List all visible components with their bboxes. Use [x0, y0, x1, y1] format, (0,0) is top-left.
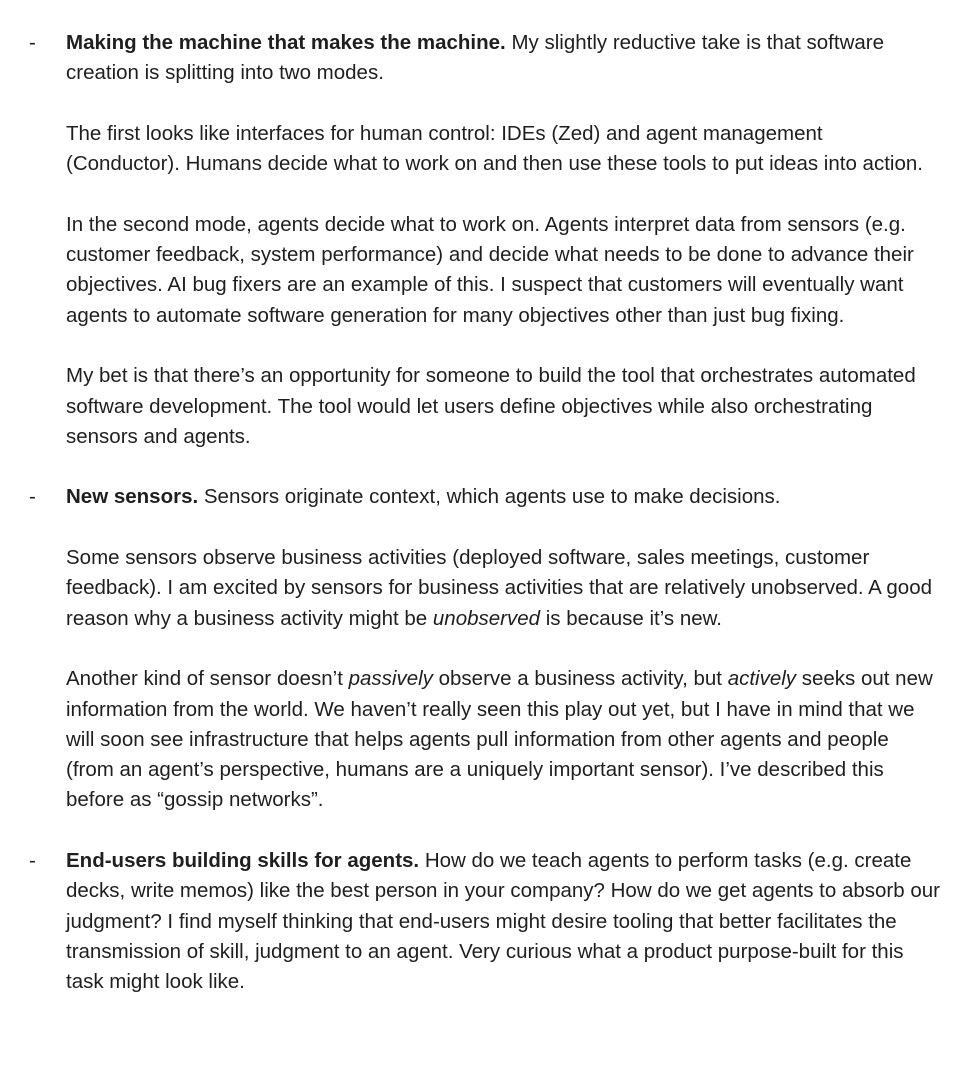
list-item — [0, 482, 964, 815]
paragraph: In the second mode, agents decide what to work on. Agents interpret data from sensors (e.g. customer feedback, system performance) and decide what needs to be done to advance their objectives. AI bug fixers are an example of this. I suspect that customers will eventually want agents to automate software generation for many objectives other than just bug fixing. — [66, 212, 914, 327]
paragraph-text: seeks out new information from the world. We haven’t really seen this play out yet, but I have in mind that we will soon see infrastructure that helps agents pull information from other agents and people (from an agent’s perspective, humans are a uniquely important sensor). I’ve described this before as “gossip networks”. — [66, 667, 933, 812]
bullet-marker: - — [29, 31, 36, 54]
paragraph-text: is because it’s new. — [540, 606, 722, 630]
paragraph-text: Another kind of sensor doesn’t — [66, 667, 349, 691]
paragraph — [66, 543, 942, 634]
paragraph — [66, 482, 942, 512]
paragraph-text: Sensors originate context, which agents use to make decisions. — [198, 485, 781, 509]
item-lead: New sensors. — [66, 485, 199, 509]
emphasis-text: actively — [727, 667, 797, 691]
emphasis-text: passively — [348, 667, 433, 691]
paragraph — [66, 28, 942, 89]
paragraph: My bet is that there’s an opportunity for someone to build the tool that orchestrates automated software development. The tool would let users define objectives while also orchestrating sensors and agents. — [66, 364, 916, 448]
paragraph-text: How do we teach agents to perform tasks (e.g. create decks, write memos) like the best person in your company? How do we get agents to absorb our judgment? I find myself thinking that end-users might desire tooling that better facilitates the transmission of skill, judgment to an agent. Very curious what a product purpose-built for this task might look like. — [66, 849, 940, 994]
paragraph-text: observe a business activity, but — [432, 667, 728, 691]
paragraph: The first looks like interfaces for human control: IDEs (Zed) and agent management (Conductor). Humans decide what to work on and then use these tools to put ideas into action. — [66, 121, 923, 176]
paragraph — [66, 846, 942, 997]
paragraph — [66, 664, 942, 815]
bullet-marker: - — [29, 485, 36, 509]
list-item — [0, 28, 964, 452]
paragraph-text: Some sensors observe business activities (deployed software, sales meetings, customer feedback). I am excited by sensors for business activities that are relatively unobserved. A good reason why a business activity might be — [66, 546, 933, 630]
paragraph-text: My slightly reductive take is that software creation is splitting into two modes. — [66, 31, 885, 85]
item-lead: Making the machine that makes the machine. — [66, 31, 506, 54]
bullet-marker: - — [29, 849, 36, 873]
emphasis-text: unobserved — [432, 606, 541, 630]
item-lead: End-users building skills for agents. — [66, 849, 420, 873]
list-item — [0, 846, 964, 997]
